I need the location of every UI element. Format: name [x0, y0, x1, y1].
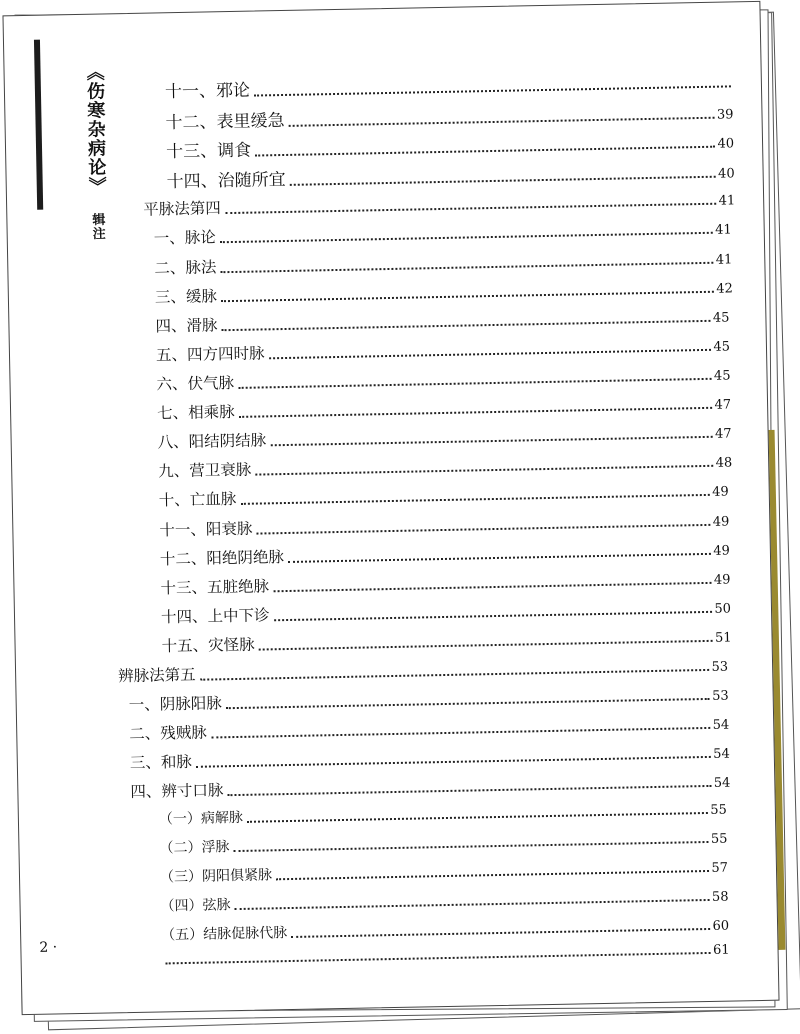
toc-entry [166, 156, 734, 192]
toc-entry-label: 十三、调食 [165, 140, 252, 163]
toc-entry-label: （五）结脉促脉代脉 [161, 925, 288, 944]
toc-entry-page: 54 [712, 717, 730, 733]
dot-leader [238, 377, 712, 389]
toc-entry-label: 九、营卫衰脉 [158, 460, 252, 481]
toc-entry [160, 885, 728, 916]
toc-entry [160, 565, 730, 598]
document-page [2, 1, 779, 1015]
toc-entry-label: 十、亡血脉 [158, 489, 237, 510]
dot-leader [256, 523, 710, 535]
toc-entry-page: 51 [714, 630, 732, 646]
toc-entry-label: （二）浮脉 [159, 839, 230, 857]
dot-leader [227, 784, 711, 796]
toc-entry [161, 594, 731, 627]
toc-entry-label: 六、伏气脉 [156, 373, 235, 394]
toc-entry [158, 448, 732, 481]
toc-entry-label: 四、滑脉 [155, 316, 218, 336]
dot-leader [235, 898, 710, 910]
toc-entry [160, 537, 730, 570]
toc-entry-page: 42 [716, 281, 734, 297]
toc-entry-label: 平脉法第四 [143, 199, 221, 219]
dot-leader [240, 493, 710, 505]
toc-entry-page: 49 [712, 484, 729, 500]
toc-entry-label: 十一、邪论 [164, 80, 251, 103]
toc-entry-label: 十四、治随所宜 [166, 169, 286, 193]
toc-entry-label: 十三、五脏绝脉 [160, 577, 270, 598]
dot-leader [255, 145, 715, 157]
toc-entry-page: 58 [711, 889, 729, 905]
toc-entry [154, 245, 732, 278]
toc-entry [130, 740, 730, 774]
toc-entry-label: （一）病解脉 [158, 809, 244, 828]
toc-entry-label: 十四、上中下诊 [160, 606, 270, 627]
toc-entry-page: 55 [710, 831, 728, 847]
toc-entry-page: 41 [718, 193, 736, 209]
toc-entry-page: 54 [713, 746, 730, 762]
toc-entry-page: 53 [711, 659, 729, 675]
toc-entry [156, 361, 730, 394]
toc-entry-label: 七、相乘脉 [156, 402, 235, 423]
toc-entry-page: 48 [715, 455, 733, 471]
toc-entry-label: 五、四方四时脉 [155, 344, 265, 365]
toc-entry-label: 十五、灾怪脉 [161, 635, 255, 656]
dot-leader [221, 290, 714, 302]
book-title-text: 《伤寒杂病论》 [83, 62, 107, 196]
dot-leader [211, 726, 711, 739]
toc-entry-label: 一、脉论 [153, 228, 216, 248]
toc-entry-label: 三、和脉 [129, 752, 193, 773]
toc-entry-page: 61 [712, 942, 730, 958]
toc-entry-label: （四）弦脉 [160, 897, 231, 915]
toc-entry-label: 十二、表里缓急 [165, 110, 285, 134]
toc-entry [157, 419, 731, 452]
toc-entry-label: 八、阳结阴结脉 [157, 431, 267, 452]
toc-entry [155, 274, 733, 307]
toc-entry-page: 49 [713, 543, 731, 559]
dot-leader [273, 581, 712, 592]
toc-entry [165, 66, 733, 102]
dot-leader [234, 840, 709, 852]
toc-entry-page: 50 [714, 601, 732, 617]
toc-entry-page: 47 [714, 426, 732, 442]
toc-entry [129, 682, 729, 716]
toc-entry-label: （三）阴阳俱紧脉 [159, 867, 273, 886]
toc-entry [166, 126, 734, 162]
toc-entry-label: 辨脉法第五 [118, 665, 196, 686]
toc-entry [155, 303, 729, 336]
toc-entry [160, 856, 728, 887]
dot-leader [220, 231, 713, 243]
toc-entry-label: 十二、阳绝阴绝脉 [159, 548, 285, 569]
toc-entry-page: 45 [713, 368, 731, 384]
toc-entry-label: 二、脉法 [154, 258, 217, 278]
toc-entry [159, 827, 727, 858]
dot-leader [270, 435, 713, 447]
toc-entry-page: 41 [715, 252, 733, 268]
toc-entry-page: 57 [711, 860, 729, 876]
toc-entry [162, 943, 730, 969]
toc-entry [159, 478, 729, 511]
toc-entry-page: 45 [713, 339, 731, 355]
book-subtitle: 辑注 [89, 212, 105, 242]
toc-entry [157, 390, 731, 423]
toc-entry [159, 798, 727, 829]
dot-leader [291, 927, 710, 938]
dot-leader [254, 84, 731, 96]
dot-leader [288, 552, 711, 563]
toc-entry [161, 623, 731, 656]
toc-entry [130, 769, 730, 803]
toc-entry-page: 60 [712, 918, 730, 934]
dot-leader [289, 116, 715, 127]
dot-leader [200, 668, 710, 681]
page-number: 2 · [39, 939, 58, 956]
toc-entry-page: 49 [713, 572, 731, 588]
toc-entry-page: 40 [717, 166, 735, 182]
toc-entry-page: 41 [715, 222, 732, 238]
toc-entry-label: 三、缓脉 [154, 287, 218, 307]
dot-leader [166, 951, 711, 964]
dot-leader [222, 319, 711, 331]
toc-entry [161, 914, 729, 945]
toc-entry [154, 215, 732, 248]
dot-leader [276, 869, 709, 880]
toc-entry-label: 四、辨寸口脉 [130, 781, 224, 802]
toc-entry-page: 40 [717, 136, 735, 152]
toc-entry [118, 653, 728, 687]
toc-entry-page: 53 [711, 688, 729, 704]
toc-entry-label: 一、阴脉阳脉 [128, 694, 222, 715]
dot-leader [239, 406, 713, 418]
dot-leader [220, 261, 713, 273]
dot-leader [259, 639, 713, 651]
dot-leader [255, 464, 713, 476]
toc-entry-page: 54 [713, 775, 731, 791]
toc-entry [156, 332, 730, 365]
toc-entry-page: 55 [710, 802, 728, 818]
toc-entry-label: 二、残贼脉 [129, 723, 207, 744]
dot-leader [226, 697, 710, 709]
dot-leader [269, 348, 712, 360]
toc-entry [143, 186, 735, 219]
toc-entry-page: 45 [712, 310, 730, 326]
dot-leader [225, 202, 717, 214]
dot-leader [274, 610, 713, 621]
toc-entry-page: 39 [716, 107, 734, 123]
toc-entry-page: 49 [712, 514, 730, 530]
dot-leader [196, 755, 711, 768]
dot-leader [247, 811, 708, 823]
dot-leader [290, 175, 716, 186]
toc-entry [159, 508, 729, 541]
toc-entry [129, 711, 729, 745]
toc-entry-page: 47 [714, 397, 732, 413]
toc-entry-label: 十一、阳衰脉 [159, 519, 253, 540]
table-of-contents [3, 2, 778, 1014]
